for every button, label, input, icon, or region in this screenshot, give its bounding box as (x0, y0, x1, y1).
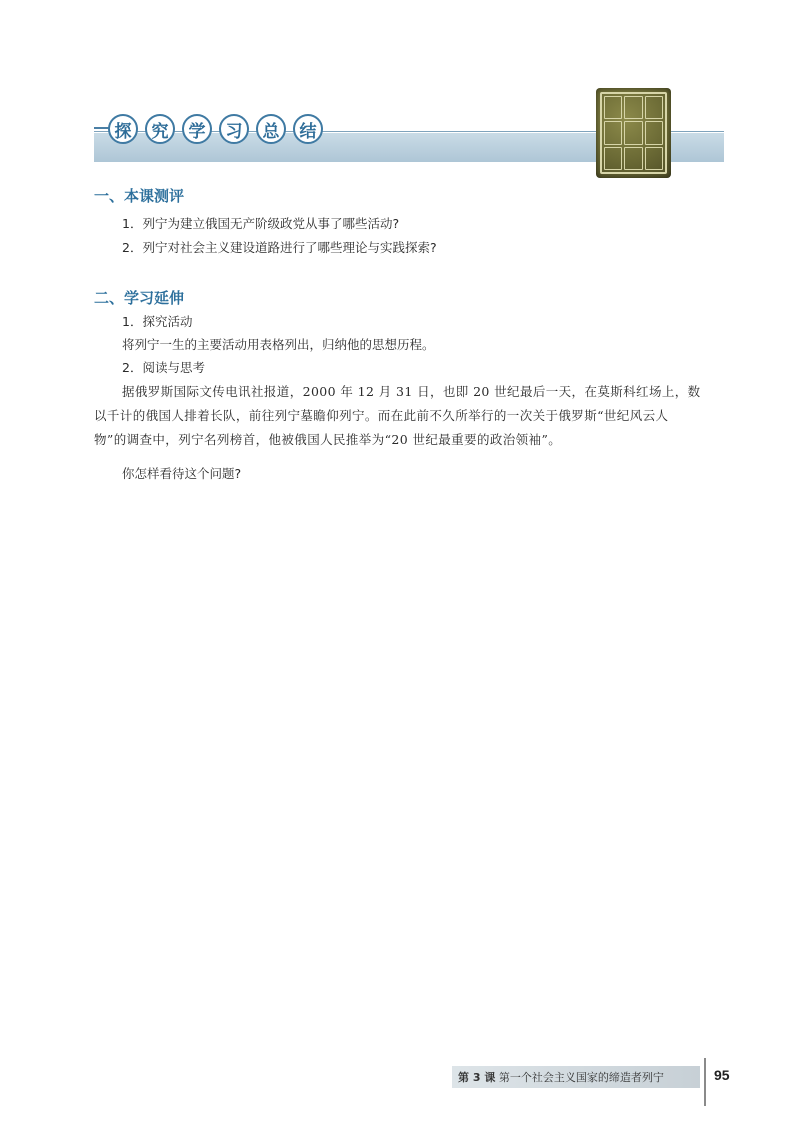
subsection-title-activity: 1．探究活动 (122, 314, 193, 329)
section-title-extension: 二、学习延伸 (94, 289, 185, 307)
lesson-label: 第 3 课 (458, 1071, 496, 1084)
banner-char: 习 (219, 114, 249, 144)
banner-char: 结 (293, 114, 323, 144)
reading-line-3: 物”的调查中，列宁名列榜首，他被俄国人民推举为“20 世纪最重要的政治领袖”。 (94, 432, 562, 447)
seal-stamp-icon (596, 88, 671, 178)
activity-text: 将列宁一生的主要活动用表格列出，归纳他的思想历程。 (122, 337, 435, 352)
subsection-title-reading: 2．阅读与思考 (122, 360, 205, 375)
banner-char: 学 (182, 114, 212, 144)
lesson-title: 第一个社会主义国家的缔造者列宁 (498, 1071, 664, 1084)
reflection-question: 你怎样看待这个问题? (122, 466, 242, 481)
footer-divider (704, 1058, 706, 1106)
banner-char: 总 (256, 114, 286, 144)
reading-line-2: 以千计的俄国人排着长队，前往列宁墓瞻仰列宁。而在此前不久所举行的一次关于俄罗斯“世纪风云人 (94, 408, 669, 423)
banner-char: 究 (145, 114, 175, 144)
footer-lesson (458, 1069, 664, 1085)
banner-title (108, 114, 323, 144)
banner-char: 探 (108, 114, 138, 144)
section-title-assessment: 一、本课测评 (94, 187, 185, 205)
assessment-question-1: 1．列宁为建立俄国无产阶级政党从事了哪些活动? (122, 216, 400, 231)
assessment-question-2: 2．列宁对社会主义建设道路进行了哪些理论与实践探索? (122, 240, 437, 255)
page-number: 95 (714, 1067, 730, 1083)
reading-line-1: 据俄罗斯国际文传电讯社报道，2000 年 12 月 31 日，也即 20 世纪最后一天，在莫斯科红场上，数 (122, 384, 701, 399)
